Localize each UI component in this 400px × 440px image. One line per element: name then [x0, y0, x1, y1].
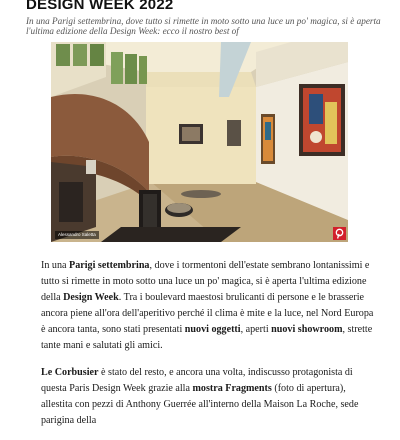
- text-run: è stato del resto, e ancora una volta, indiscusso protagonista di questa Paris Design Week grazie alla: [41, 367, 353, 394]
- painting-middle: [261, 114, 275, 164]
- text-run: , aperti: [240, 324, 272, 335]
- text-run: , dove i tormentoni dell'estate sembrano lontanissimi e tutto si rimette in moto sotto una luce un po' magica, si è aperta l'ultima edizione della: [41, 260, 370, 303]
- bold-run: Design Week: [63, 292, 119, 303]
- bold-run: Parigi settembrina: [69, 260, 150, 271]
- text-run: , strette tante mani e salutati gli amici.: [41, 324, 373, 351]
- article-paragraph-1: [41, 258, 376, 354]
- pinterest-icon: [333, 227, 346, 240]
- photo-credit: Alessandro Saletta: [55, 231, 99, 239]
- bold-run: nuovi showroom: [271, 324, 343, 335]
- interior-photo: [51, 42, 348, 242]
- pinterest-save-button[interactable]: [333, 227, 346, 240]
- hero-image: [51, 42, 348, 242]
- bold-run: Le Corbusier: [41, 367, 99, 378]
- article-paragraph-2: [41, 365, 376, 429]
- article-body: [41, 258, 376, 440]
- page-title: DESIGN WEEK 2022: [26, 0, 174, 13]
- article-subtitle: In una Parigi settembrina, dove tutto si rimette in moto sotto una luce un po' magica, si è aperta l'ultima edizione della Design Week: ecco il nostro best of: [26, 16, 381, 36]
- bold-run: nuovi oggetti: [184, 324, 241, 335]
- text-run: . Tra i boulevard maestosi brulicanti di persone e le brasserie ancora piene all'ora dell'aperitivo perché il clima è mite e la luce, nel Nord Europa è ancora tanta, sono stati presentati: [41, 292, 374, 335]
- text-run: In una: [41, 260, 70, 271]
- bold-run: mostra Fragments: [192, 383, 272, 394]
- text-run: (foto di apertura), allestita con pezzi di Anthony Guerrée all'interno della Maison La Roche, sede parigina della: [41, 383, 359, 426]
- painting-right: [299, 84, 345, 156]
